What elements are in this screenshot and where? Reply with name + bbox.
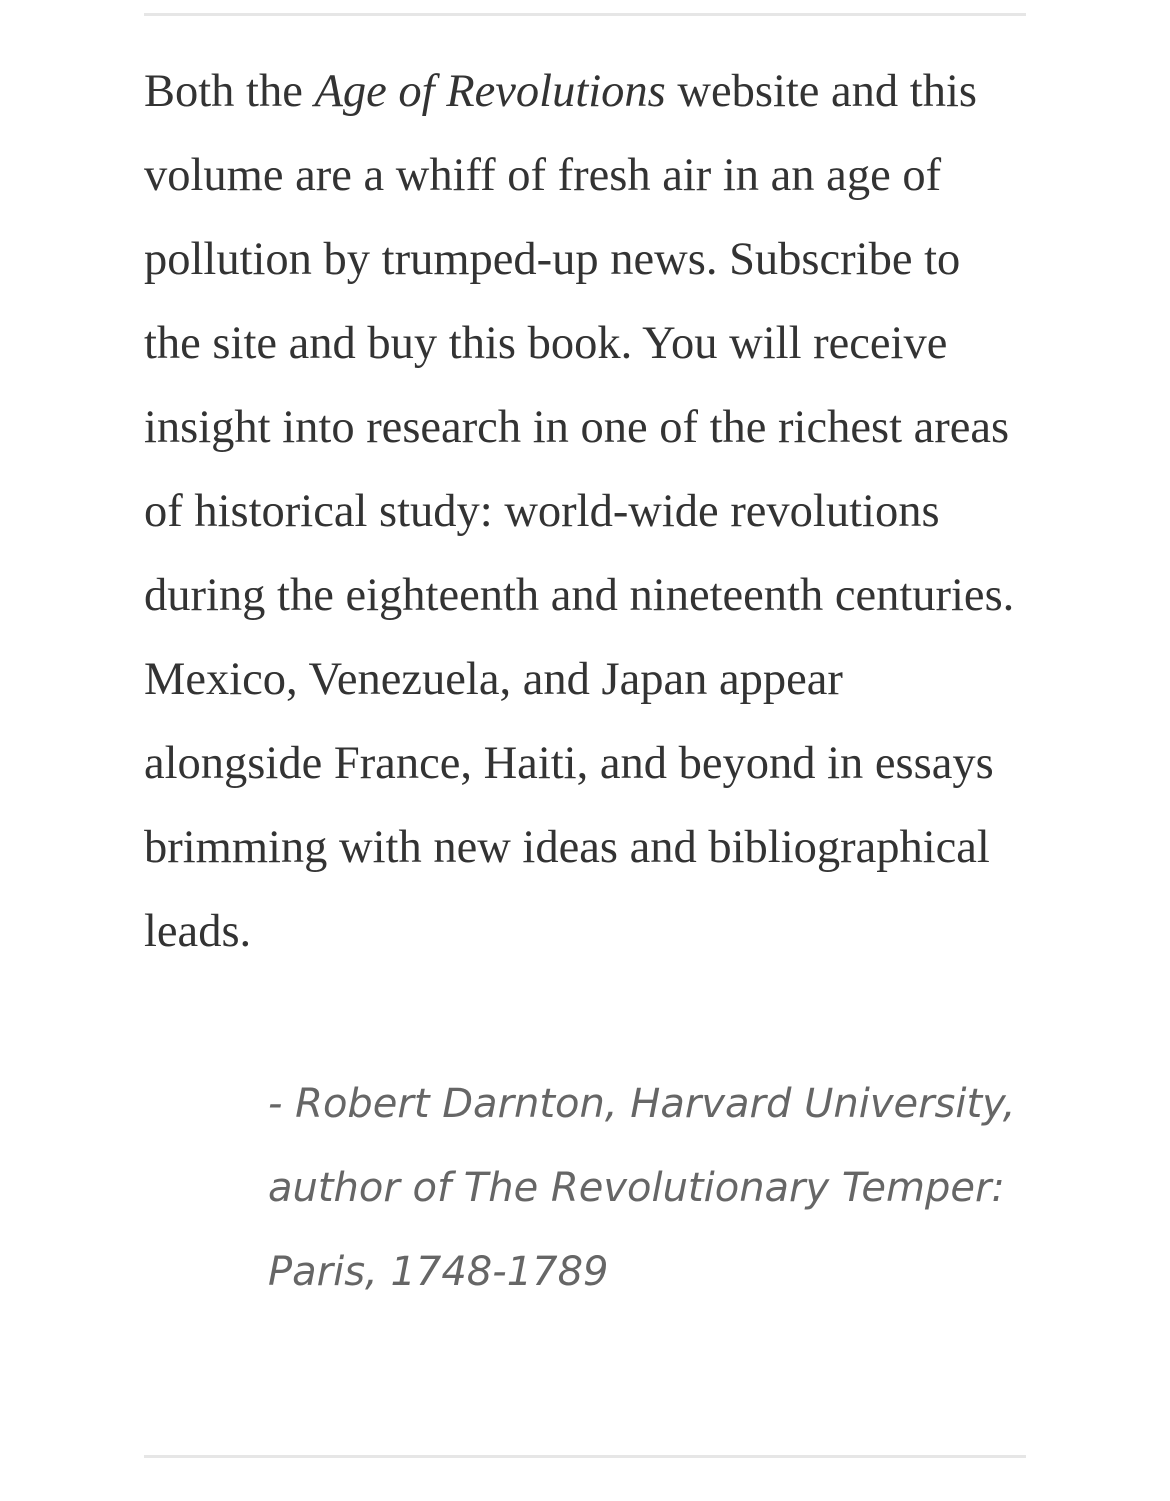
top-divider (144, 13, 1026, 16)
review-attribution: - Robert Darnton, Harvard University, author of The Revolutionary Temper: Paris, 1748-1789 (268, 1081, 1016, 1295)
quote-text-start: Both the (144, 66, 315, 117)
quote-text-rest: website and this volume are a whiff of fresh air in an age of pollution by trumped-up news. Subscribe to the site and buy this book. You will receive insight into research in one of the richest areas of historical study: world-wide revolutions during the eighteenth and nineteenth centuries. Mexico, Venezuela, and Japan appear alongside France, Haiti, and beyond in essays brimming with new ideas and bibliographical leads. (144, 66, 1015, 957)
website-title: Age of Revolutions (314, 66, 666, 117)
bottom-divider (144, 1455, 1026, 1458)
review-quote (144, 50, 1026, 974)
